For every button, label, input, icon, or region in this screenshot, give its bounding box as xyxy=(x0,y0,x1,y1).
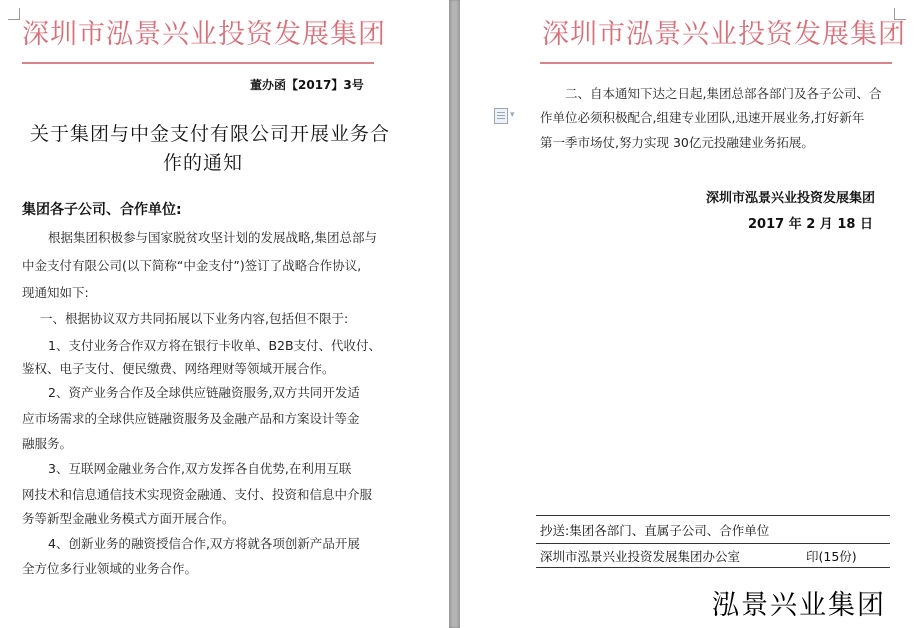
body-line: 一、根据协议双方共同拓展以下业务内容,包括但不限于: xyxy=(40,311,349,326)
body-line: 鉴权、电子支付、便民缴费、网络理财等领域开展合作。 xyxy=(22,361,335,376)
cc-top-rule xyxy=(536,515,890,516)
body-line: 根据集团积极参与国家脱贫攻坚计划的发展战略,集团总部与 xyxy=(48,230,377,245)
body-line: 中金支付有限公司(以下简称“中金支付”)签订了战略合作协议, xyxy=(22,258,362,273)
document-number: 董办函【2017】3号 xyxy=(250,78,364,92)
signature-organization: 深圳市泓景兴业投资发展集团 xyxy=(706,191,876,206)
watermark-text: 泓景兴业集团 xyxy=(712,590,886,621)
margin-crop-mark xyxy=(8,8,20,20)
chevron-down-icon[interactable]: ▾ xyxy=(510,110,515,120)
document-page-right xyxy=(460,0,914,628)
cc-middle-rule xyxy=(536,543,890,544)
paste-options-icon[interactable] xyxy=(494,108,508,124)
body-line: 4、创新业务的融资授信合作,双方将就各项创新产品开展 xyxy=(48,536,360,551)
masthead-title: 深圳市泓景兴业投资发展集团 xyxy=(22,19,386,50)
body-line: 二、自本通知下达之日起,集团总部各部门及各子公司、合 xyxy=(565,86,882,101)
copies-count: 印(15份) xyxy=(806,549,857,564)
notice-title-line-1: 关于集团与中金支付有限公司开展业务合 xyxy=(30,123,391,145)
body-line: 应市场需求的全球供应链融资服务及金融产品和方案设计等金 xyxy=(22,411,360,426)
masthead-title: 深圳市泓景兴业投资发展集团 xyxy=(542,19,906,50)
body-line: 1、支付业务合作双方将在银行卡收单、B2B支付、代收付、 xyxy=(48,338,382,353)
body-line: 务等新型金融业务模式方面开展合作。 xyxy=(22,511,235,526)
notice-title-line-2: 作的通知 xyxy=(163,152,244,174)
cc-recipients: 抄送:集团各部门、直属子公司、合作单位 xyxy=(540,523,770,538)
body-line: 全方位多行业领域的业务合作。 xyxy=(22,561,198,576)
document-page-left xyxy=(0,0,449,628)
issuing-office: 深圳市泓景兴业投资发展集团办公室 xyxy=(540,549,741,564)
body-line: 作单位必须积极配合,组建专业团队,迅速开展业务,打好新年 xyxy=(540,110,865,125)
body-line: 融服务。 xyxy=(22,436,73,451)
masthead-red-line xyxy=(540,62,892,64)
addressee: 集团各子公司、合作单位: xyxy=(22,202,182,218)
body-line: 3、互联网金融业务合作,双方发挥各自优势,在利用互联 xyxy=(48,461,352,476)
body-line: 第一季市场仗,努力实现 30亿元投融建业务拓展。 xyxy=(540,135,814,150)
cc-bottom-rule xyxy=(536,567,890,568)
body-line: 网技术和信息通信技术实现资金融通、支付、投资和信息中介服 xyxy=(22,487,373,502)
body-line: 2、资产业务合作及全球供应链融资服务,双方共同开发适 xyxy=(48,385,360,400)
signature-date: 2017 年 2 月 18 日 xyxy=(748,217,873,232)
page-gutter xyxy=(449,0,460,628)
masthead-red-line xyxy=(22,62,374,64)
body-line: 现通知如下: xyxy=(22,285,89,300)
